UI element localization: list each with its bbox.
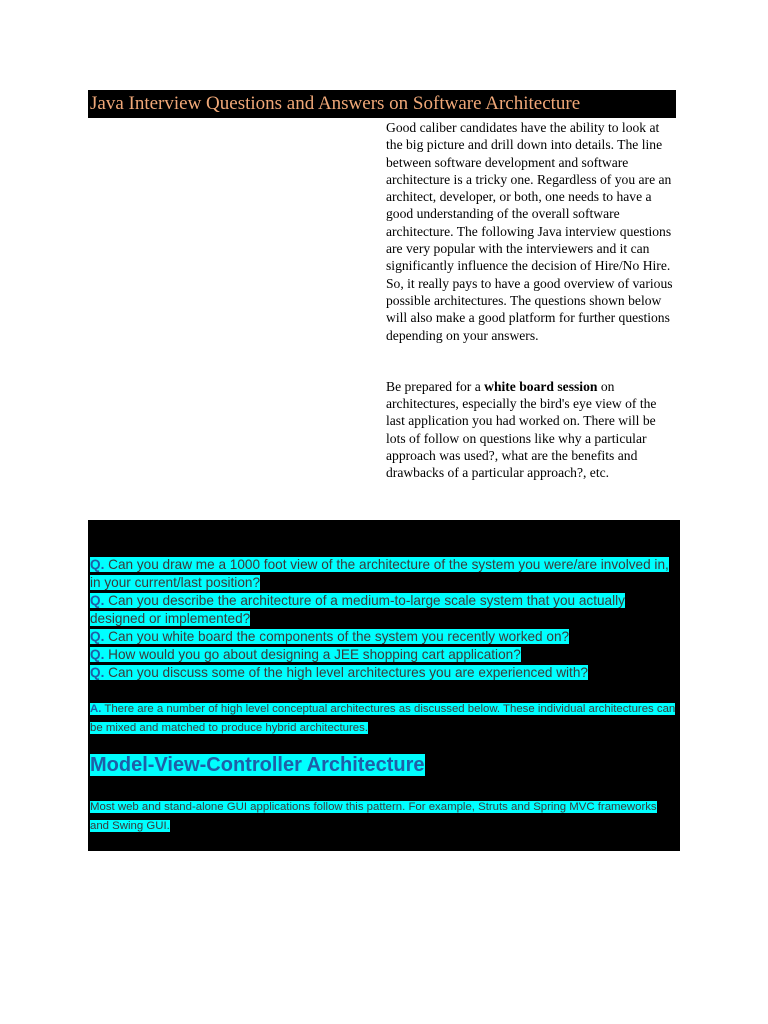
question-label: Q. [90,557,105,572]
question-text: Can you draw me a 1000 foot view of the architecture of the system you were/are involved in, in your current/last position? [90,557,669,590]
intro-text [386,119,678,482]
question-label: Q. [90,593,105,608]
white-board-session-emphasis: white board session [484,378,598,394]
question-item [90,556,680,592]
question-item [90,592,680,628]
mvc-section-body [90,798,678,836]
intro-paragraph-2-end: on architectures, especially the bird's eye view of the last application you had worked on. There will be lots of follow on questions like why a particular approach was used?, what are the benefits and drawbacks of a particular approach?, etc. [386,378,657,481]
title-banner [88,90,676,118]
qa-block [88,520,680,851]
intro-paragraph-2-start: Be prepared for a [386,378,485,394]
answer-paragraph [90,700,678,738]
section-body-text: Most web and stand-alone GUI applications follow this pattern. For example, Struts and Spring MVC frameworks and Swing GUI. [90,801,657,832]
question-item [90,646,680,664]
mvc-section-heading [90,750,678,780]
question-item [90,664,680,682]
answer-text: There are a number of high level conceptual architectures as discussed below. These individual architectures can be mixed and matched to produce hybrid architectures. [90,703,676,734]
intro-paragraph-1: Good caliber candidates have the ability to look at the big picture and drill down into details. The line between software development and software architecture is a tricky one. Regardless of you are an architect, developer, or both, one needs to have a good understanding of the overall software architecture. The following Java interview questions are very popular with the interviewers and it can significantly influence the decision of Hire/No Hire. So, it really pays to have a good overview of various possible architectures. The questions shown below will also make a good platform for further questions depending on your answers. [386,120,673,343]
intro-paragraph-2 [386,378,678,482]
question-label: Q. [90,629,105,644]
question-text: How would you go about designing a JEE shopping cart application? [104,647,521,662]
question-item [90,628,680,646]
question-text: Can you white board the components of the system you recently worked on? [104,629,570,644]
question-list [90,556,680,682]
question-label: Q. [90,665,105,680]
answer-label: A. [90,703,102,715]
page-title: Java Interview Questions and Answers on Software Architecture [90,93,581,114]
section-heading-text: Model-View-Controller Architecture [90,754,425,776]
question-label: Q. [90,647,105,662]
question-text: Can you discuss some of the high level architectures you are experienced with? [104,665,588,680]
question-text: Can you describe the architecture of a medium-to-large scale system that you actually designed or implemented? [90,593,625,626]
